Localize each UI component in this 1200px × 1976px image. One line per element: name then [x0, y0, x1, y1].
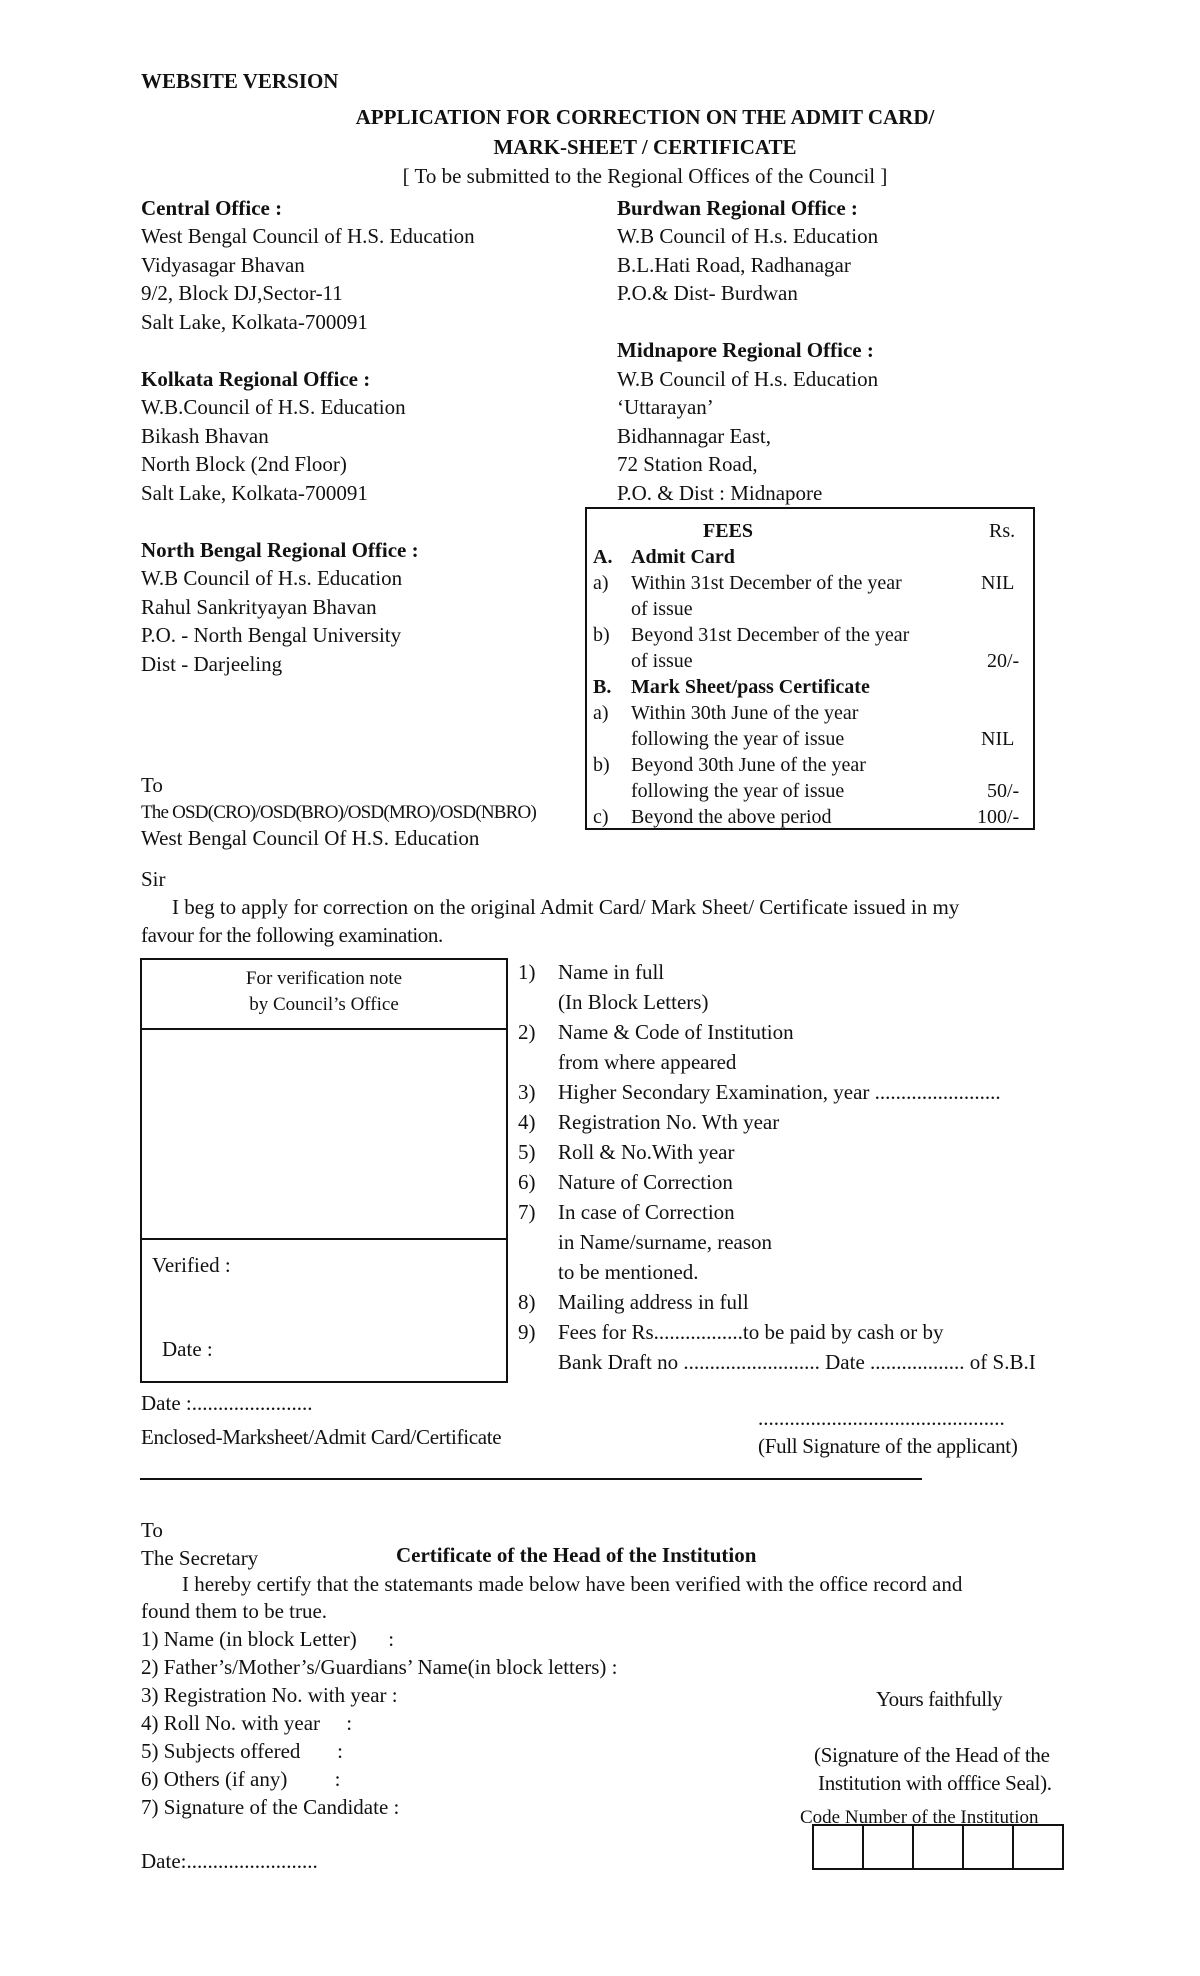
- cert-date: Date:.........................: [141, 1849, 318, 1873]
- code-digit-box[interactable]: [914, 1826, 964, 1868]
- fees-row-text: following the year of issue: [631, 728, 845, 750]
- item-text: Higher Secondary Examination, year ........................: [558, 1080, 1001, 1104]
- fees-row-text: Beyond 31st December of the year: [631, 624, 910, 646]
- office-line: W.B Council of H.s. Education: [617, 224, 879, 248]
- office-line: Bikash Bhavan: [141, 424, 269, 448]
- office-line: W.B Council of H.s. Education: [617, 367, 879, 391]
- cert-body-line1: I hereby certify that the statemants made below have been verified with the office record and: [182, 1572, 963, 1596]
- form-title-line2: MARK-SHEET / CERTIFICATE: [493, 135, 797, 159]
- office-heading: Burdwan Regional Office :: [617, 196, 858, 220]
- item-text: Bank Draft no .......................... Date .................. of S.B.I: [558, 1350, 1036, 1374]
- cert-field: 1) Name (in block Letter) :: [141, 1627, 395, 1651]
- office-line: Rahul Sankrityayan Bhavan: [141, 595, 377, 619]
- fees-heading: FEES: [703, 520, 754, 542]
- fees-row-text: Within 30th June of the year: [631, 702, 859, 724]
- item-text: Nature of Correction: [558, 1170, 733, 1194]
- item-number: 3): [518, 1080, 536, 1104]
- fees-row-text: of issue: [631, 650, 693, 672]
- item-text: Fees for Rs.................to be paid by cash or by: [558, 1320, 944, 1344]
- certificate-title: Certificate of the Head of the Institution: [396, 1543, 757, 1567]
- item-text: Roll & No.With year: [558, 1140, 735, 1164]
- fees-row-mark: c): [593, 806, 609, 828]
- cert-field: 7) Signature of the Candidate :: [141, 1795, 400, 1819]
- fees-section-letter: A.: [593, 546, 613, 568]
- item-text: in Name/surname, reason: [558, 1230, 773, 1254]
- office-line: P.O. & Dist : Midnapore: [617, 481, 823, 505]
- fees-row-amount: 100/-: [977, 806, 1020, 828]
- item-number: 2): [518, 1020, 536, 1044]
- cert-field: 5) Subjects offered :: [141, 1739, 343, 1763]
- item-text: from where appeared: [558, 1050, 737, 1074]
- office-line: Salt Lake, Kolkata-700091: [141, 481, 368, 505]
- office-line: Dist - Darjeeling: [141, 652, 283, 676]
- cert-field: 2) Father’s/Mother’s/Guardians’ Name(in block letters) :: [141, 1655, 618, 1679]
- fees-row-text: of issue: [631, 598, 693, 620]
- section-divider: [140, 1478, 922, 1480]
- fees-row-amount: 50/-: [987, 780, 1020, 802]
- head-signature-label: (Signature of the Head of the: [814, 1743, 1050, 1767]
- cert-field: 3) Registration No. with year :: [141, 1683, 398, 1707]
- fees-row-amount: NIL: [981, 572, 1015, 594]
- fees-section-title: Admit Card: [631, 546, 735, 568]
- letter-body-line2: favour for the following examination.: [141, 923, 443, 947]
- fees-section-title: Mark Sheet/pass Certificate: [631, 676, 870, 698]
- fees-table: [585, 507, 1035, 830]
- fees-row-mark: b): [593, 624, 610, 646]
- item-number: 6): [518, 1170, 536, 1194]
- office-line: W.B.Council of H.S. Education: [141, 395, 406, 419]
- item-number: 7): [518, 1200, 536, 1224]
- item-text: In case of Correction: [558, 1200, 735, 1224]
- office-heading: Central Office :: [141, 196, 283, 220]
- office-line: 72 Station Road,: [617, 452, 758, 476]
- office-line: Vidyasagar Bhavan: [141, 253, 305, 277]
- item-text: to be mentioned.: [558, 1260, 699, 1284]
- fees-row-text: Beyond 30th June of the year: [631, 754, 866, 776]
- fees-row-text: Beyond the above period: [631, 806, 832, 828]
- item-number: 9): [518, 1320, 536, 1344]
- office-line: North Block (2nd Floor): [141, 452, 347, 476]
- office-line: P.O. - North Bengal University: [141, 623, 402, 647]
- office-line: West Bengal Council of H.S. Education: [141, 224, 475, 248]
- code-digit-box[interactable]: [964, 1826, 1014, 1868]
- fees-section-letter: B.: [593, 676, 612, 698]
- office-heading: Midnapore Regional Office :: [617, 338, 874, 362]
- to-label: To: [141, 773, 163, 797]
- to-council: West Bengal Council Of H.S. Education: [141, 826, 480, 850]
- code-digit-box[interactable]: [864, 1826, 914, 1868]
- fees-row-text: Within 31st December of the year: [631, 572, 902, 594]
- item-text: Registration No. Wth year: [558, 1110, 780, 1134]
- version-label: WEBSITE VERSION: [141, 69, 339, 93]
- office-line: Bidhannagar East,: [617, 424, 771, 448]
- enclosed-documents: Enclosed-Marksheet/Admit Card/Certificate: [141, 1425, 502, 1449]
- item-text: Name & Code of Institution: [558, 1020, 794, 1044]
- code-digit-box[interactable]: [814, 1826, 864, 1868]
- applicant-signature-label: (Full Signature of the applicant): [758, 1434, 1018, 1458]
- item-number: 5): [518, 1140, 536, 1164]
- verification-heading: by Council’s Office: [249, 994, 399, 1015]
- item-number: 8): [518, 1290, 536, 1314]
- fees-row-text: following the year of issue: [631, 780, 845, 802]
- to-addressee: The OSD(CRO)/OSD(BRO)/OSD(MRO)/OSD(NBRO): [141, 802, 536, 823]
- item-number: 1): [518, 960, 536, 984]
- form-subtitle: [ To be submitted to the Regional Offices of the Council ]: [402, 164, 888, 188]
- office-heading: Kolkata Regional Office :: [141, 367, 371, 391]
- office-line: Salt Lake, Kolkata-700091: [141, 310, 368, 334]
- fees-row-amount: NIL: [981, 728, 1015, 750]
- letter-body-line1: I beg to apply for correction on the original Admit Card/ Mark Sheet/ Certificate issued in my: [172, 895, 960, 919]
- verification-heading: For verification note: [245, 968, 403, 989]
- verification-box: [140, 958, 508, 1383]
- signature-dots: ...............................................: [758, 1406, 1005, 1430]
- cert-body-line2: found them to be true.: [141, 1599, 328, 1623]
- verification-date-label: Date :: [162, 1337, 213, 1361]
- office-line: B.L.Hati Road, Radhanagar: [617, 253, 851, 277]
- form-title-line1: APPLICATION FOR CORRECTION ON THE ADMIT CARD/: [355, 105, 935, 129]
- fees-row-mark: a): [593, 702, 609, 724]
- code-digit-box[interactable]: [1014, 1826, 1062, 1868]
- salutation: Sir: [141, 867, 166, 891]
- verified-label: Verified :: [152, 1253, 231, 1277]
- office-line: 9/2, Block DJ,Sector-11: [141, 281, 343, 305]
- item-text: Mailing address in full: [558, 1290, 749, 1314]
- institution-code-boxes[interactable]: [812, 1824, 1064, 1870]
- cert-field: 6) Others (if any) :: [141, 1767, 341, 1791]
- fees-currency: Rs.: [989, 520, 1016, 542]
- fees-row-mark: a): [593, 572, 609, 594]
- office-line: W.B Council of H.s. Education: [141, 566, 403, 590]
- institution-code-label: Code Number of the Institution: [800, 1807, 1039, 1828]
- fees-row-amount: 20/-: [987, 650, 1020, 672]
- cert-to-label: To: [141, 1518, 163, 1542]
- item-text: Name in full: [558, 960, 665, 984]
- yours-faithfully: Yours faithfully: [876, 1687, 1003, 1711]
- item-number: 4): [518, 1110, 536, 1134]
- cert-secretary: The Secretary: [141, 1546, 259, 1570]
- office-line: P.O.& Dist- Burdwan: [617, 281, 798, 305]
- item-text: (In Block Letters): [558, 990, 709, 1014]
- head-signature-label: Institution with offfice Seal).: [818, 1771, 1052, 1795]
- application-date: Date :.......................: [141, 1391, 313, 1415]
- office-line: ‘Uttarayan’: [617, 395, 714, 419]
- cert-field: 4) Roll No. with year :: [141, 1711, 353, 1735]
- fees-row-mark: b): [593, 754, 610, 776]
- office-heading: North Bengal Regional Office :: [141, 538, 419, 562]
